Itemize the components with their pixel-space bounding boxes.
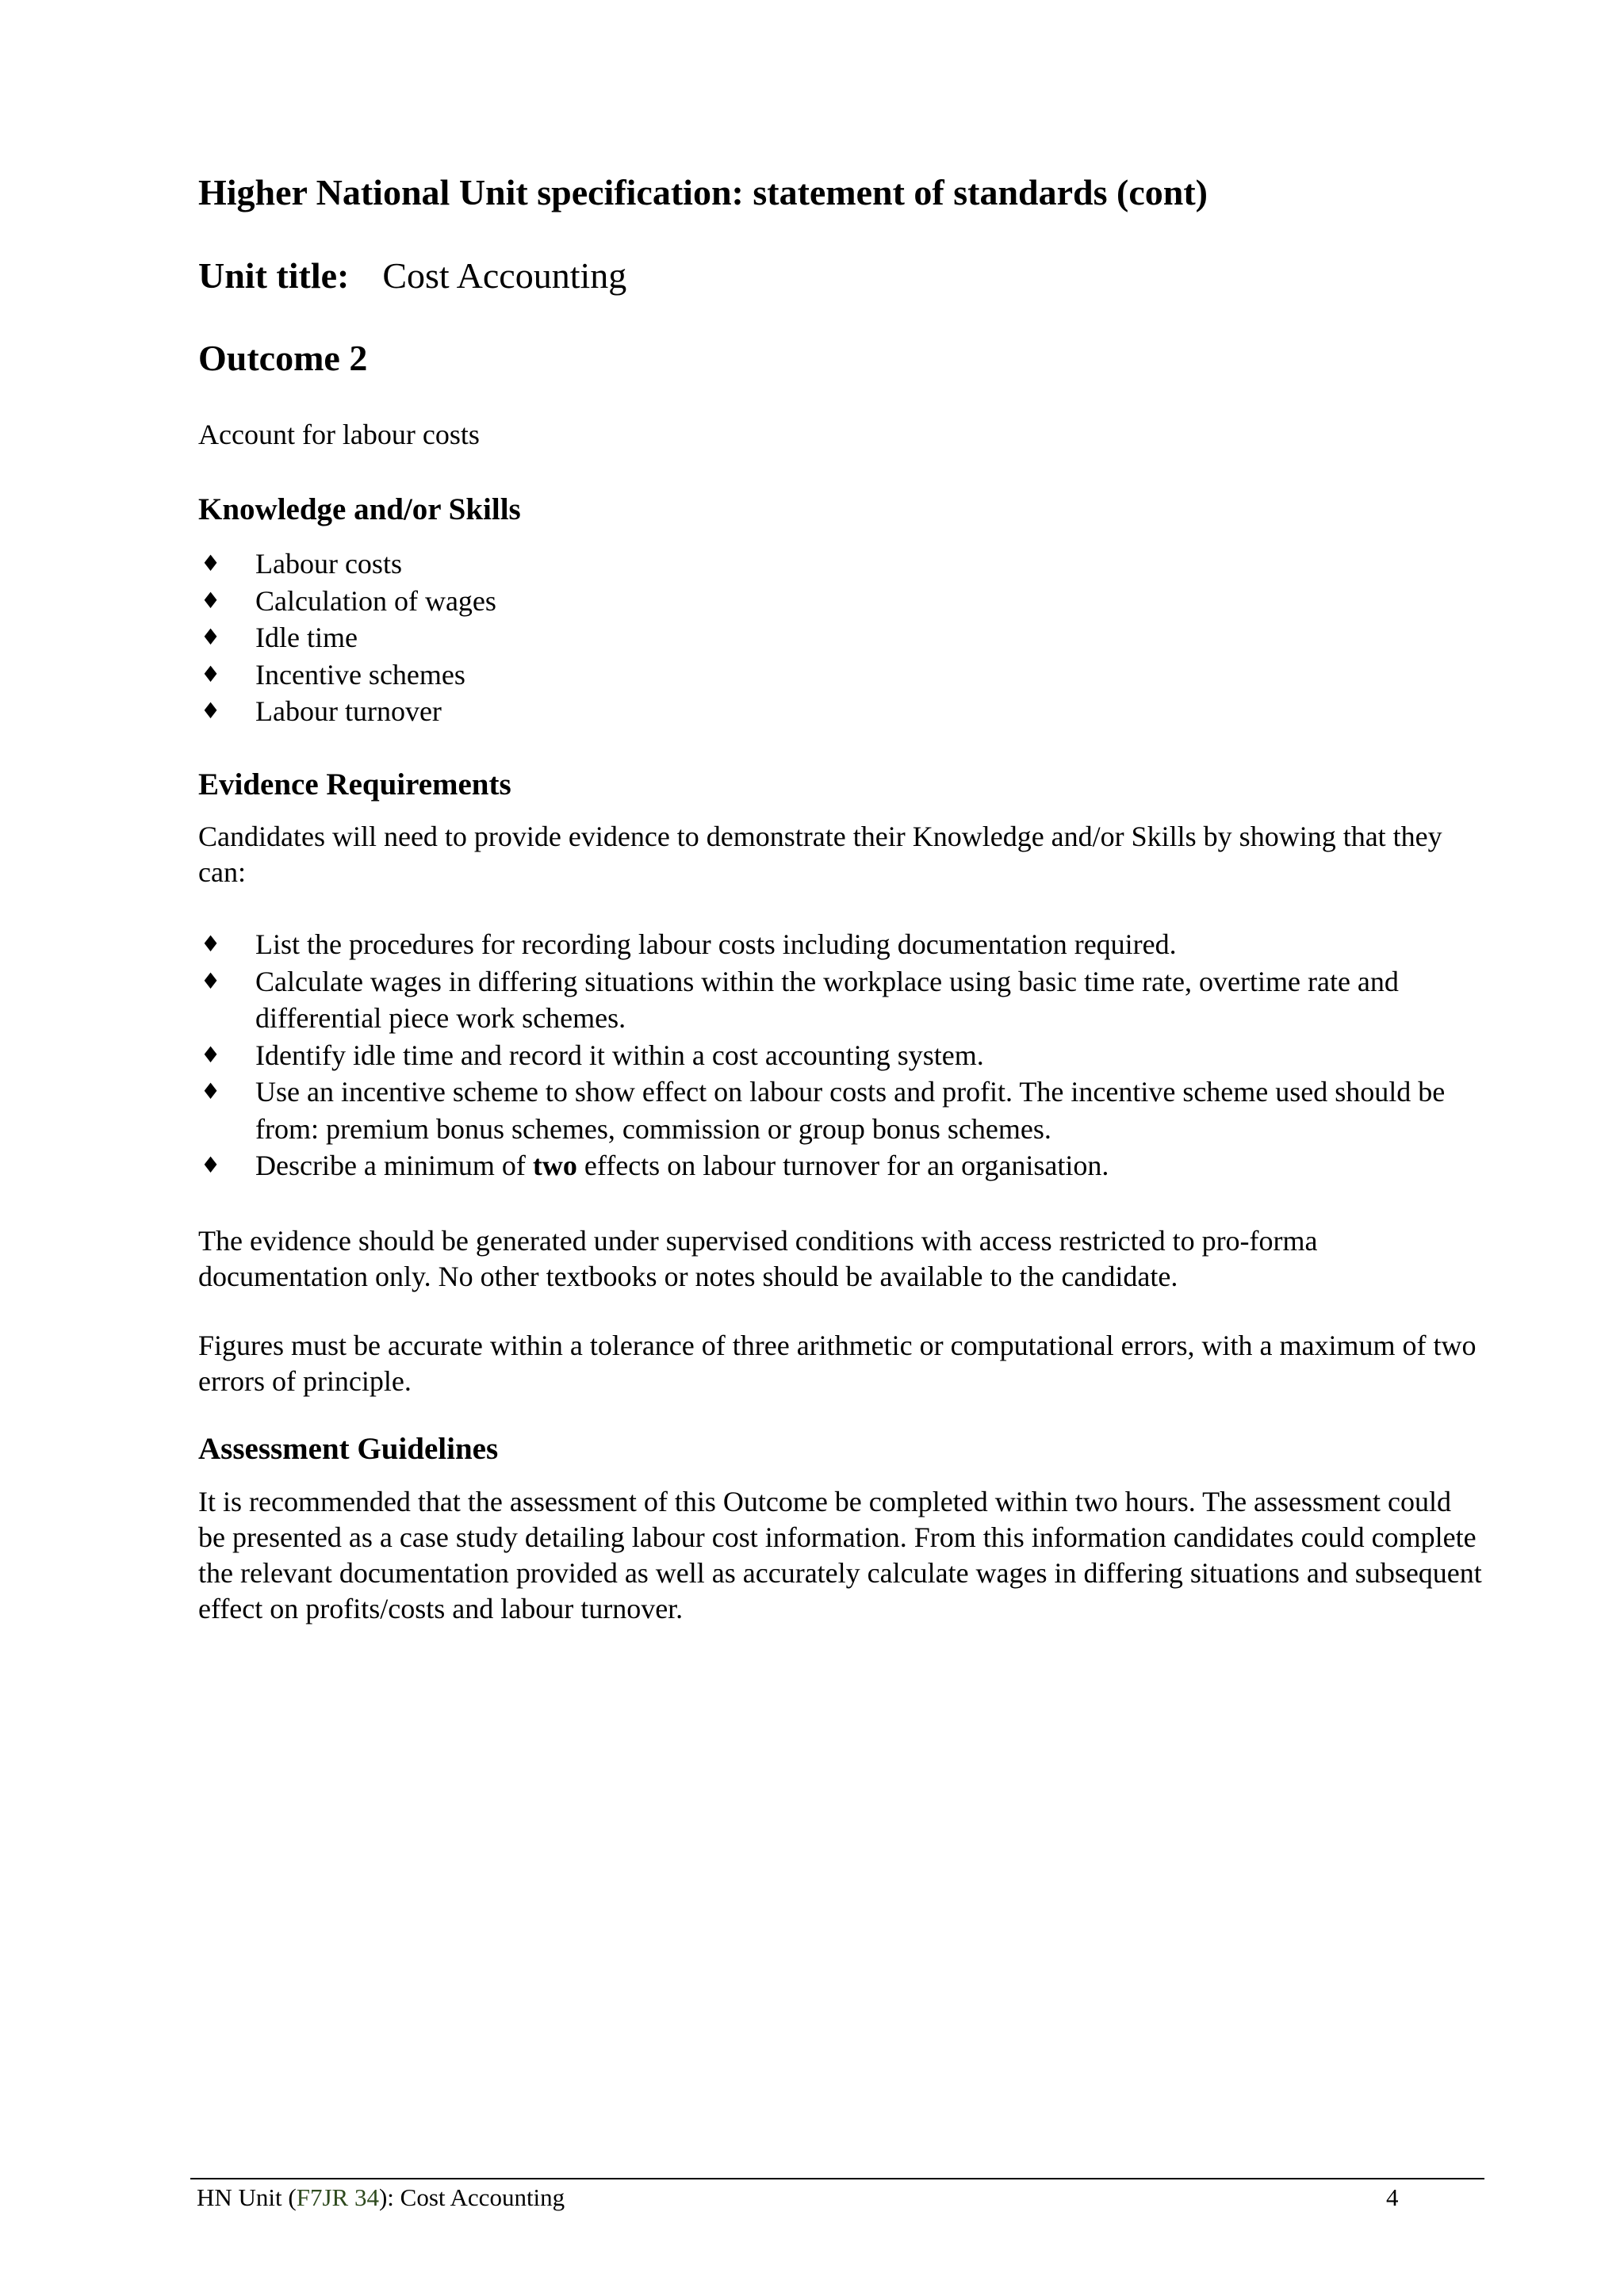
list-item: ♦ Incentive schemes bbox=[198, 656, 1483, 694]
diamond-bullet-icon: ♦ bbox=[201, 624, 221, 650]
list-item: ♦ Identify idle time and record it within a cost accounting system. bbox=[198, 1037, 1483, 1074]
document-page bbox=[198, 0, 1483, 2296]
evidence-paragraph-accuracy: Figures must be accurate within a tolerance of three arithmetic or computational errors, with a maximum of two errors of principle. bbox=[198, 1330, 1477, 1397]
diamond-bullet-icon: ♦ bbox=[201, 967, 221, 994]
diamond-bullet-icon: ♦ bbox=[201, 931, 221, 957]
diamond-bullet-icon: ♦ bbox=[201, 550, 221, 576]
evidence-requirements-list bbox=[198, 926, 1483, 1184]
assessment-guidelines-heading: Assessment Guidelines bbox=[198, 1432, 499, 1466]
outcome-statement: Account for labour costs bbox=[198, 419, 480, 450]
diamond-bullet-icon: ♦ bbox=[201, 698, 221, 724]
outcome-heading: Outcome 2 bbox=[198, 338, 368, 378]
evidence-intro: Candidates will need to provide evidence to demonstrate their Knowledge and/or Skills by showing that they can: bbox=[198, 821, 1442, 888]
list-item: ♦ Labour costs bbox=[198, 545, 1483, 583]
diamond-bullet-icon: ♦ bbox=[201, 1041, 221, 1068]
footer-divider bbox=[190, 2178, 1484, 2179]
unit-title bbox=[198, 252, 626, 300]
evidence-paragraph-conditions: The evidence should be generated under supervised conditions with access restricted to pro-forma documentation only. No other textbooks or notes should be available to the candidate. bbox=[198, 1225, 1318, 1292]
list-item: ♦ Idle time bbox=[198, 619, 1483, 656]
unit-title-label: Unit title: bbox=[198, 255, 350, 296]
list-item: ♦ Calculation of wages bbox=[198, 583, 1483, 620]
list-item: ♦ Calculate wages in differing situations within the workplace using basic time rate, overtime rate and differential piece work schemes. bbox=[198, 963, 1483, 1037]
page-title: Higher National Unit specification: statement of standards (cont) bbox=[198, 172, 1208, 212]
diamond-bullet-icon: ♦ bbox=[201, 1152, 221, 1178]
footer-unit-reference: HN Unit (F7JR 34): Cost Accounting bbox=[197, 2183, 565, 2211]
emphasis-two: two bbox=[532, 1150, 577, 1181]
footer-unit-code: F7JR 34 bbox=[296, 2183, 379, 2211]
unit-title-value: Cost Accounting bbox=[382, 255, 627, 296]
knowledge-skills-heading: Knowledge and/or Skills bbox=[198, 492, 521, 526]
page-number: 4 bbox=[1386, 2183, 1399, 2211]
diamond-bullet-icon: ♦ bbox=[201, 660, 221, 687]
list-item: ♦ Labour turnover bbox=[198, 693, 1483, 730]
evidence-requirements-heading: Evidence Requirements bbox=[198, 767, 511, 802]
diamond-bullet-icon: ♦ bbox=[201, 1078, 221, 1104]
knowledge-skills-list bbox=[198, 545, 1483, 730]
list-item: ♦ Describe a minimum of two effects on labour turnover for an organisation. bbox=[198, 1147, 1483, 1184]
diamond-bullet-icon: ♦ bbox=[201, 587, 221, 614]
list-item: ♦ List the procedures for recording labour costs including documentation required. bbox=[198, 926, 1483, 963]
list-item: ♦ Use an incentive scheme to show effect on labour costs and profit. The incentive scheme used should be from: premium bonus schemes, commission or group bonus schemes. bbox=[198, 1073, 1483, 1147]
assessment-guidelines-paragraph: It is recommended that the assessment of this Outcome be completed within two hours. The assessment could be presented as a case study detailing labour cost information. From this information candidates could complete the relevant documentation provided as well as accurately calculate wages in differing situations and subsequent effect on profits/costs and labour turnover. bbox=[198, 1486, 1482, 1624]
